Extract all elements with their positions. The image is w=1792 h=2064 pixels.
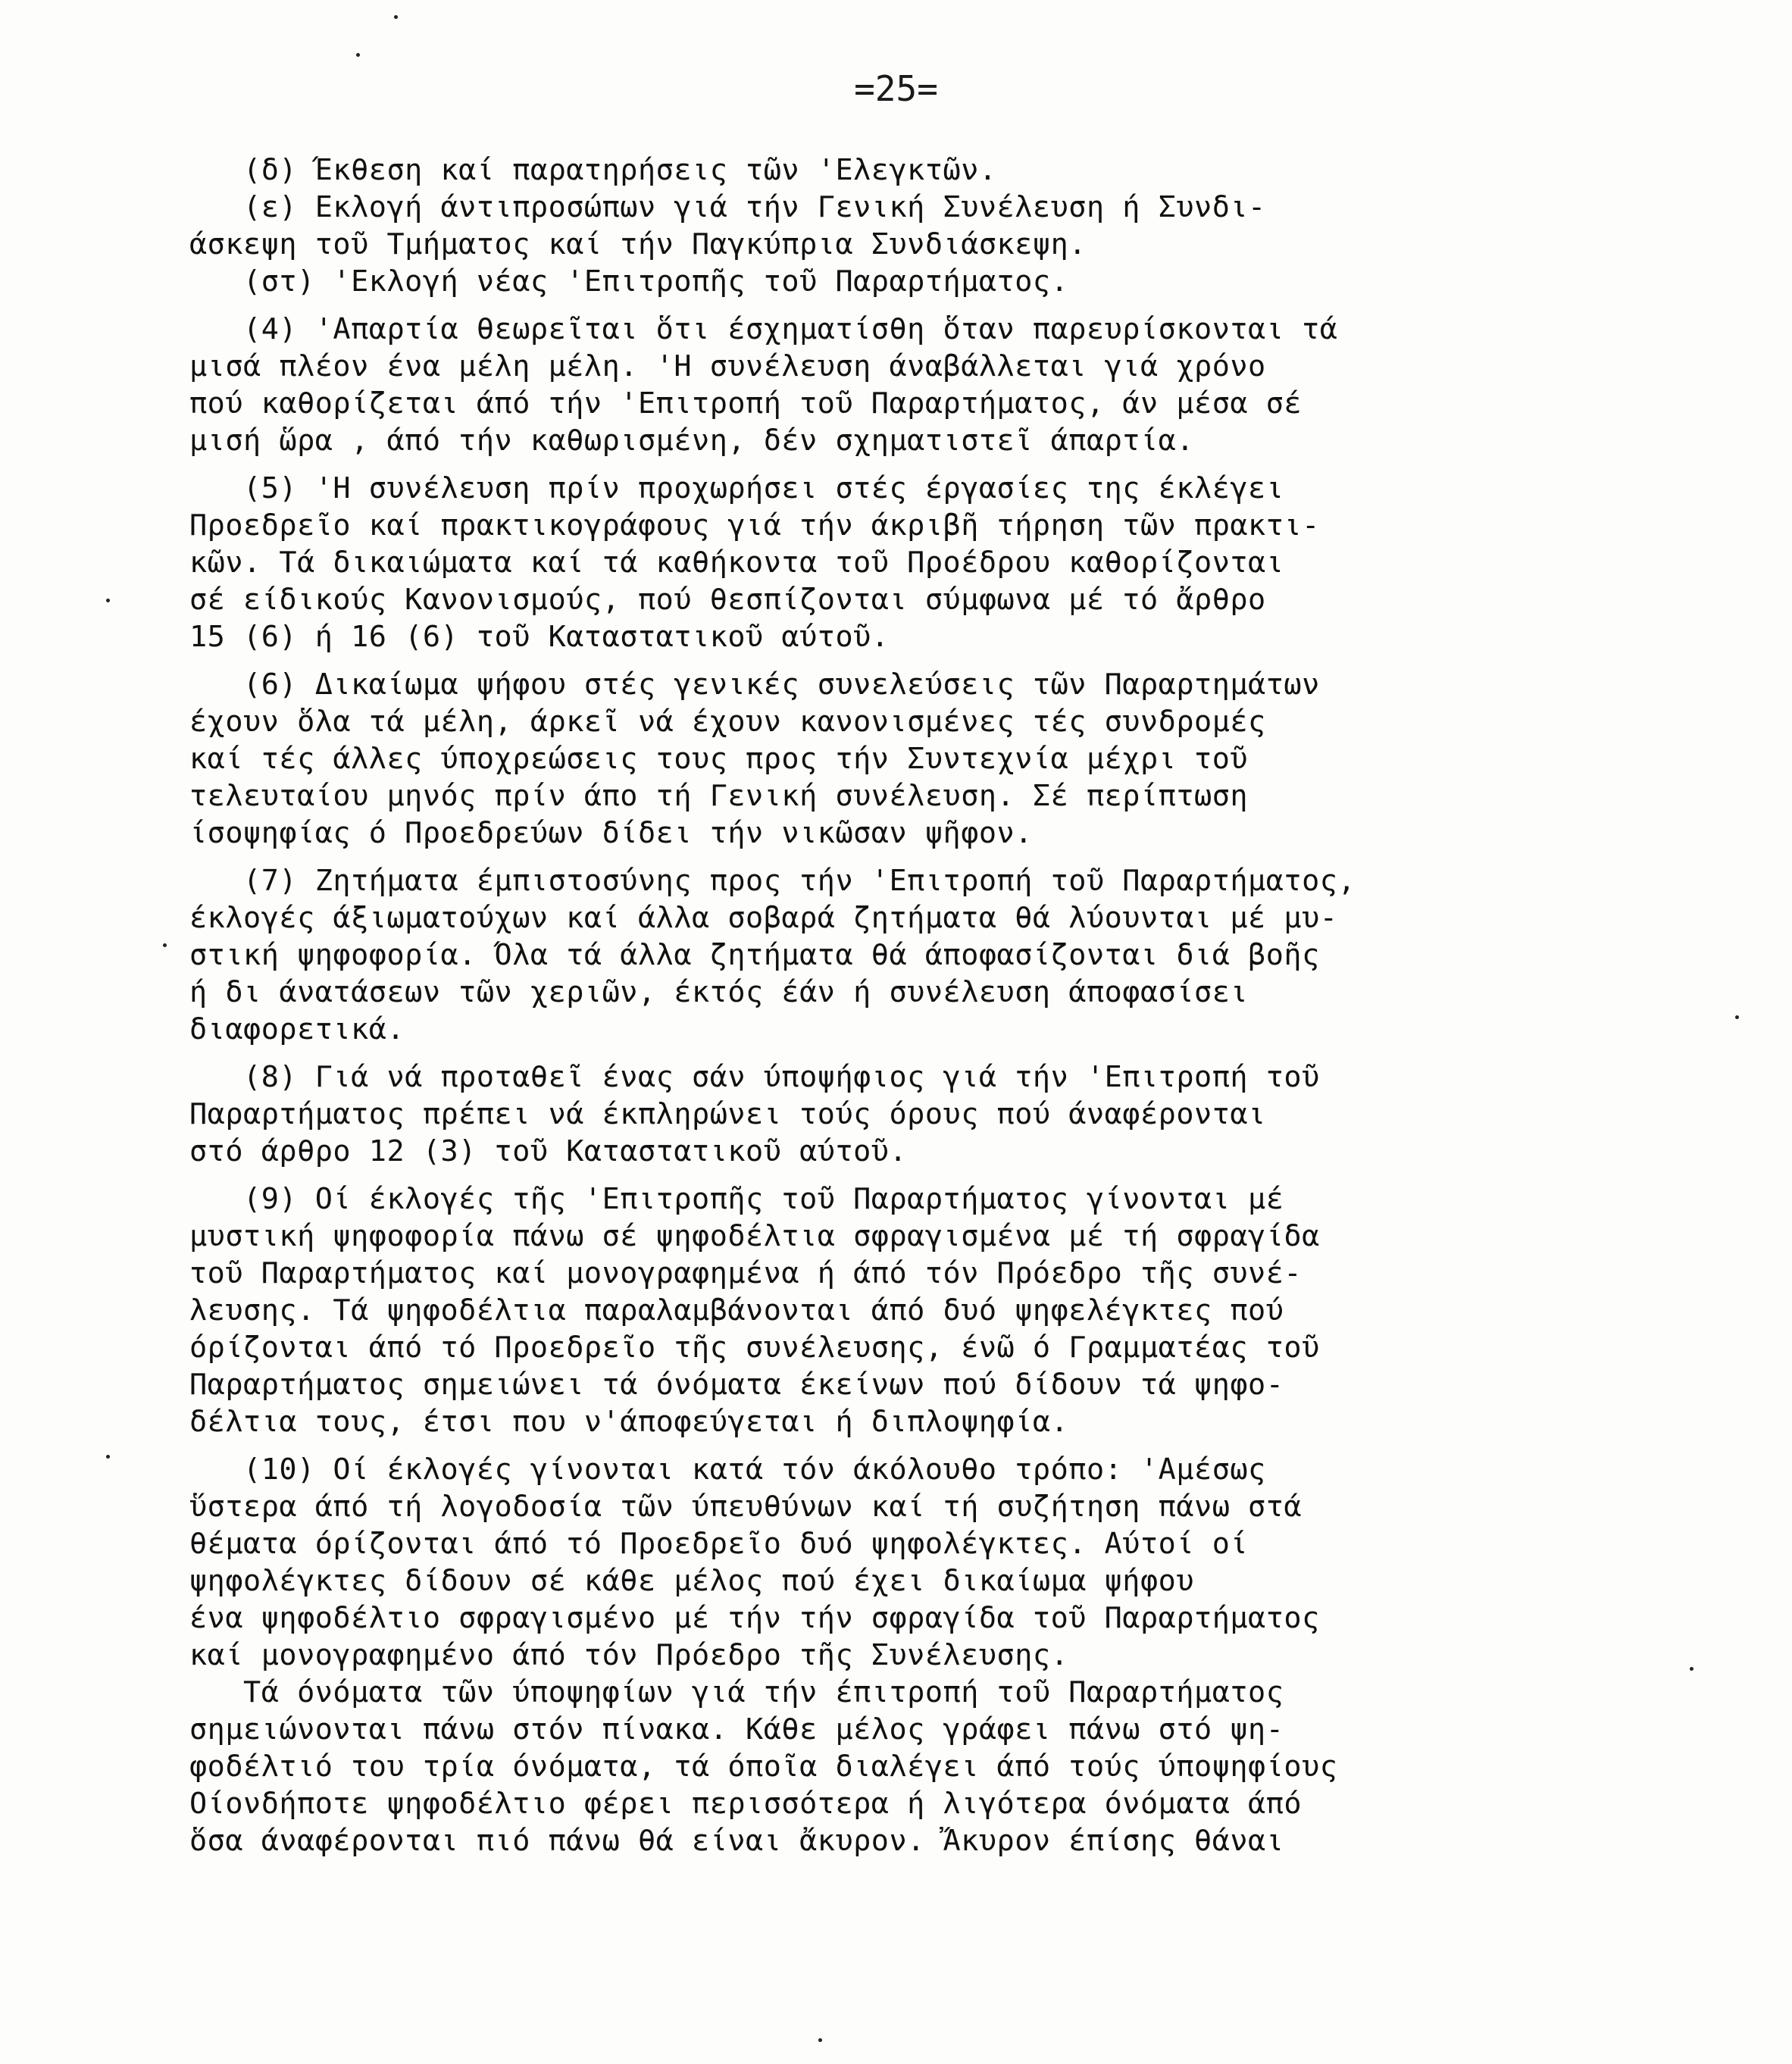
text-line: (δ) Έκθεση καί παρατηρήσεις τῶν 'Ελεγκτῶν. [189, 153, 997, 187]
text-line: στική ψηφοφορία. Όλα τά άλλα ζητήματα θά άποφασίζονται διά βοῆς [189, 938, 1320, 972]
text-line: λευσης. Τά ψηφοδέλτια παραλαμβάνονται άπό δυό ψηφελέγκτες πού [189, 1293, 1284, 1328]
text-line: ένα ψηφοδέλτιο σφραγισμένο μέ τήν τήν σφραγίδα τοῦ Παραρτήματος [189, 1601, 1320, 1635]
text-line: ψηφολέγκτες δίδουν σέ κάθε μέλος πού έχει δικαίωμα ψήφου [189, 1564, 1195, 1598]
paragraph-clause-4 [189, 311, 1667, 459]
text-line: πού καθορίζεται άπό τήν 'Επιτροπή τοῦ Παραρτήματος, άν μέσα σέ [189, 386, 1303, 421]
text-line: φοδέλτιό του τρία όνόματα, τά όποῖα διαλέγει άπό τούς ύποψηφίους [189, 1750, 1338, 1784]
text-line: (9) Οί έκλογές τῆς 'Επιτροπῆς τοῦ Παραρτήματος γίνονται μέ [189, 1182, 1284, 1216]
text-line: μισή ὥρα , άπό τήν καθωρισμένη, δέν σχηματιστεῖ άπαρτία. [189, 424, 1195, 458]
text-line: όρίζονται άπό τό Προεδρεῖο τῆς συνέλευσης, ένῶ ό Γραμματέας τοῦ [189, 1331, 1320, 1365]
paragraph-clause-7 [189, 862, 1667, 1048]
text-line: τελευταίου μηνός πρίν άπο τή Γενική συνέλευση. Σέ περίπτωση [189, 779, 1249, 813]
text-line: (10) Οί έκλογές γίνονται κατά τόν άκόλουθο τρόπο: 'Αμέσως [189, 1453, 1266, 1487]
scan-speck [163, 943, 167, 947]
paragraph-clause-6 [189, 666, 1667, 852]
scan-speck [394, 15, 398, 19]
text-line: έκλογές άξιωματούχων καί άλλα σοβαρά ζητήματα θά λύουνται μέ μυ- [189, 901, 1338, 935]
text-line: ίσοψηφίας ό Προεδρεύων δίδει τήν νικῶσαν ψῆφον. [189, 816, 1033, 850]
paragraph-clause-5 [189, 470, 1667, 655]
text-line: άσκεψη τοῦ Τμήματος καί τήν Παγκύπρια Συνδιάσκεψη. [189, 227, 1087, 261]
scan-speck [106, 1455, 110, 1459]
text-line: ή δι άνατάσεων τῶν χεριῶν, έκτός έάν ή συνέλευση άποφασίσει [189, 975, 1249, 1009]
document-body [189, 152, 1667, 1870]
text-line: μυστική ψηφοφορία πάνω σέ ψηφοδέλτια σφραγισμένα μέ τή σφραγίδα [189, 1219, 1320, 1253]
text-line: Παραρτήματος πρέπει νά έκπληρώνει τούς όρους πού άναφέρονται [189, 1097, 1266, 1131]
text-line: καί μονογραφημένο άπό τόν Πρόεδρο τῆς Συνέλευσης. [189, 1638, 1069, 1672]
text-line: ὅσα άναφέρονται πιό πάνω θά είναι ἄκυρον. Ἄκυρον έπίσης θάναι [189, 1824, 1284, 1858]
text-line: (5) 'Η συνέλευση πρίν προχωρήσει στές έργασίες της έκλέγει [189, 471, 1284, 505]
scan-speck [1735, 1015, 1739, 1019]
text-line: (στ) 'Εκλογή νέας 'Επιτροπῆς τοῦ Παραρτήματος. [189, 264, 1069, 299]
scan-speck [818, 2038, 822, 2042]
paragraph-clause-10 [189, 1451, 1667, 1859]
scan-speck [356, 53, 360, 57]
paragraph-clause-8 [189, 1059, 1667, 1170]
text-line: καί τές άλλες ύποχρεώσεις τους προς τήν Συντεχνία μέχρι τοῦ [189, 742, 1249, 776]
text-line: (4) 'Απαρτία θεωρεῖται ὅτι έσχηματίσθη ὅταν παρευρίσκονται τά [189, 312, 1338, 346]
text-line: σέ είδικούς Κανονισμούς, πού θεσπίζονται σύμφωνα μέ τό ἄρθρο [189, 583, 1266, 617]
text-line: (7) Ζητήματα έμπιστοσύνης προς τήν 'Επιτροπή τοῦ Παραρτήματος, [189, 864, 1356, 898]
text-line: στό άρθρο 12 (3) τοῦ Καταστατικοῦ αύτοῦ. [189, 1134, 908, 1168]
text-line: δέλτια τους, έτσι που ν'άποφεύγεται ή διπλοψηφία. [189, 1405, 1069, 1439]
scan-speck [106, 599, 110, 602]
scan-speck [1690, 1667, 1693, 1671]
paragraph-item-d [189, 152, 1667, 300]
text-line: Τά όνόματα τῶν ύποψηφίων γιά τήν έπιτροπή τοῦ Παραρτήματος [189, 1675, 1284, 1709]
text-line: 15 (6) ή 16 (6) τοῦ Καταστατικοῦ αύτοῦ. [189, 620, 890, 654]
page-number: =25= [854, 68, 938, 109]
text-line: τοῦ Παραρτήματος καί μονογραφημένα ή άπό τόν Πρόεδρο τῆς συνέ- [189, 1256, 1303, 1290]
text-line: μισά πλέον ένα μέλη μέλη. 'Η συνέλευση άναβάλλεται γιά χρόνο [189, 349, 1266, 383]
text-line: Παραρτήματος σημειώνει τά όνόματα έκείνων πού δίδουν τά ψηφο- [189, 1368, 1284, 1402]
paragraph-clause-9 [189, 1181, 1667, 1440]
text-line: Προεδρεῖο καί πρακτικογράφους γιά τήν άκριβῆ τήρηση τῶν πρακτι- [189, 508, 1320, 543]
text-line: έχουν ὅλα τά μέλη, άρκεῖ νά έχουν κανονισμένες τές συνδρομές [189, 705, 1266, 739]
text-line: διαφορετικά. [189, 1012, 405, 1046]
text-line: σημειώνονται πάνω στόν πίνακα. Κάθε μέλος γράφει πάνω στό ψη- [189, 1712, 1284, 1747]
text-line: κῶν. Τά δικαιώματα καί τά καθήκοντα τοῦ Προέδρου καθορίζονται [189, 546, 1284, 580]
text-line: (6) Δικαίωμα ψήφου στές γενικές συνελεύσεις τῶν Παραρτημάτων [189, 668, 1320, 702]
text-line: (8) Γιά νά προταθεῖ ένας σάν ύποψήφιος γιά τήν 'Επιτροπή τοῦ [189, 1060, 1320, 1094]
text-line: ὕστερα άπό τή λογοδοσία τῶν ύπευθύνων καί τή συζήτηση πάνω στά [189, 1490, 1303, 1524]
text-line: Οίονδήποτε ψηφοδέλτιο φέρει περισσότερα ή λιγότερα όνόματα άπό [189, 1787, 1303, 1821]
text-line: (ε) Εκλογή άντιπροσώπων γιά τήν Γενική Συνέλευση ή Συνδι- [189, 190, 1266, 224]
text-line: θέματα όρίζονται άπό τό Προεδρεῖο δυό ψηφολέγκτες. Αύτοί οί [189, 1527, 1249, 1561]
